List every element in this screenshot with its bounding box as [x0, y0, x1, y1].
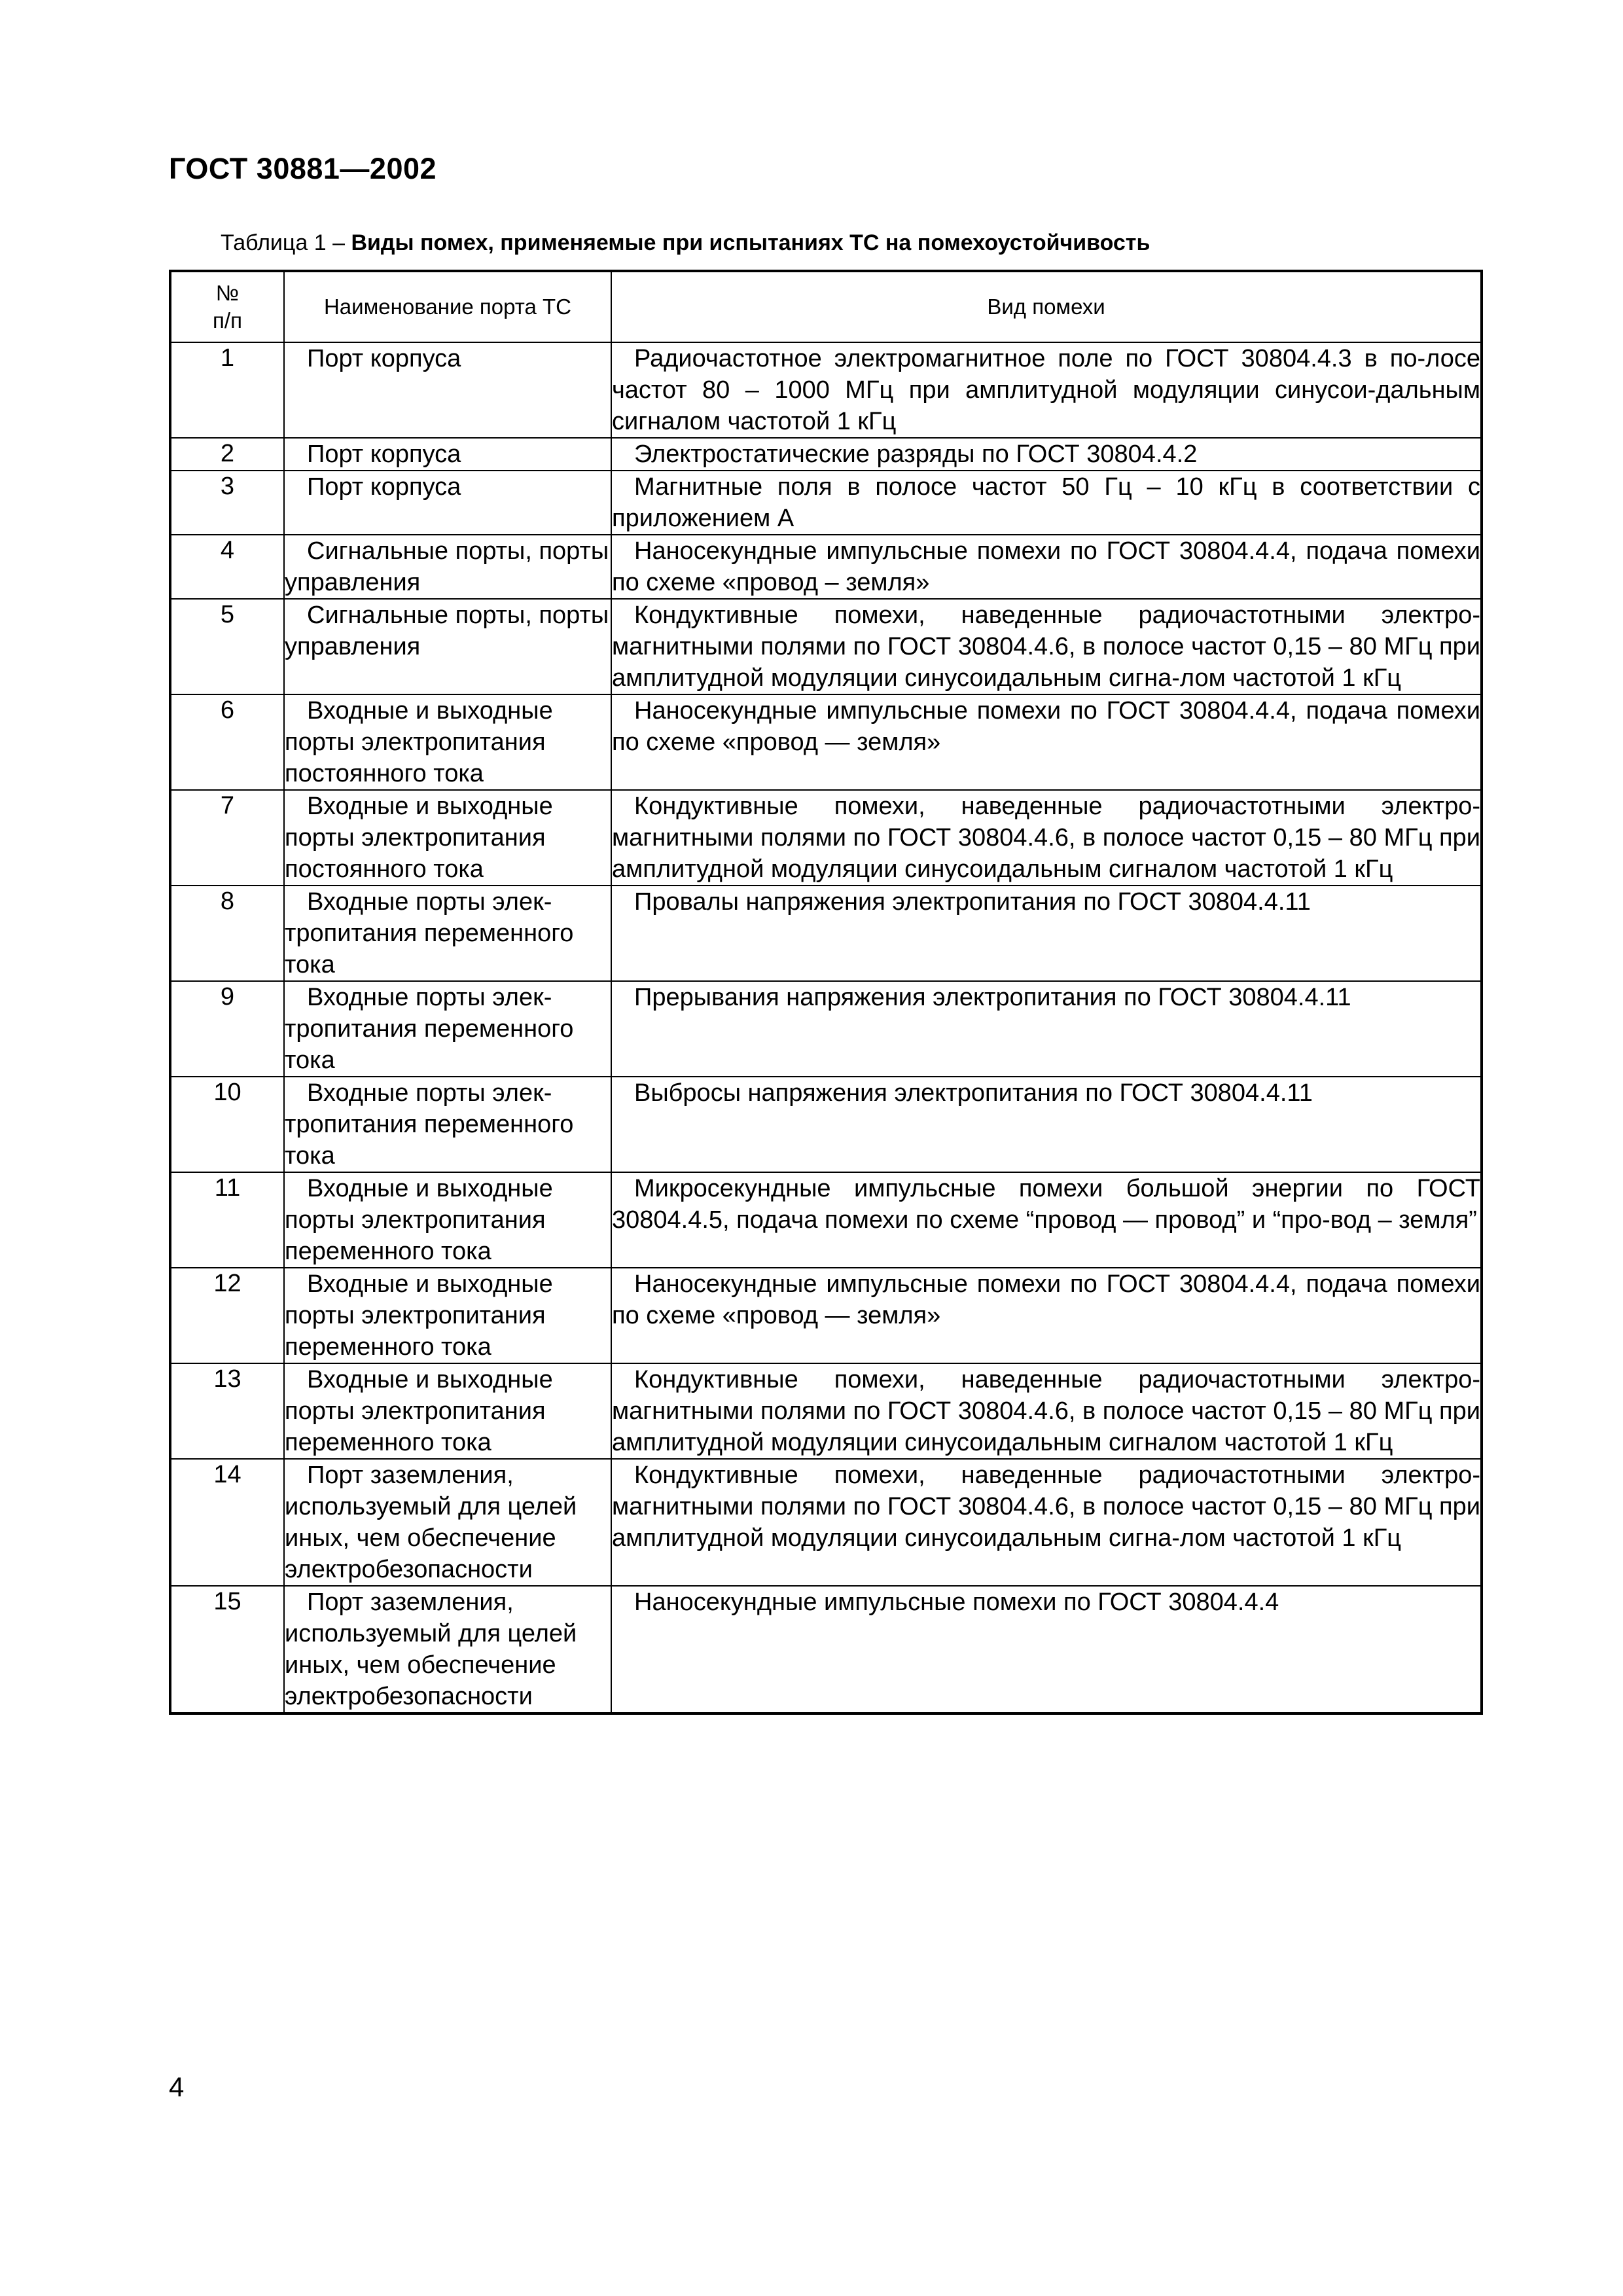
- cell-port: Порт заземления, используемый для целей иных, чем обеспечение электробезопасности: [284, 1459, 611, 1586]
- table-row: [170, 886, 1482, 981]
- cell-num: 10: [170, 1077, 284, 1172]
- cell-port: Входные порты элек-тропитания переменного тока: [284, 1077, 611, 1172]
- table-row: [170, 471, 1482, 535]
- cell-port: Порт корпуса: [284, 471, 611, 535]
- cell-type: Кондуктивные помехи, наведенные радиочастотными электро-магнитными полями по ГОСТ 30804.4.6, в полосе частот 0,15 – 80 МГц при амплитудной модуляции синусоидальным сигналом частотой 1 кГц: [611, 1363, 1482, 1459]
- cell-type: Наносекундные импульсные помехи по ГОСТ 30804.4.4, подача помехи по схеме «провод – земля»: [611, 535, 1482, 599]
- header-num-line1: №: [215, 280, 240, 305]
- cell-port: Входные порты элек-тропитания переменного тока: [284, 981, 611, 1077]
- page-number: 4: [169, 2072, 185, 2102]
- cell-port: Входные и выходные порты электропитания постоянного тока: [284, 790, 611, 886]
- cell-type: Микросекундные импульсные помехи большой энергии по ГОСТ 30804.4.5, подача помехи по схеме “провод — провод” и “про-вод – земля”: [611, 1172, 1482, 1268]
- table-row: [170, 1459, 1482, 1586]
- cell-num: 4: [170, 535, 284, 599]
- table-caption-prefix: Таблица 1 –: [221, 230, 351, 255]
- cell-type: Наносекундные импульсные помехи по ГОСТ 30804.4.4: [611, 1586, 1482, 1713]
- header-num-line2: п/п: [213, 308, 242, 332]
- cell-port: Порт корпуса: [284, 342, 611, 438]
- cell-num: 7: [170, 790, 284, 886]
- cell-type: Провалы напряжения электропитания по ГОСТ 30804.4.11: [611, 886, 1482, 981]
- table-caption: [221, 230, 1150, 256]
- cell-num: 1: [170, 342, 284, 438]
- header-port: Наименование порта ТС: [284, 271, 611, 342]
- cell-type: Магнитные поля в полосе частот 50 Гц – 10 кГц в соответствии с приложением А: [611, 471, 1482, 535]
- cell-type: Кондуктивные помехи, наведенные радиочастотными электро-магнитными полями по ГОСТ 30804.4.6, в полосе частот 0,15 – 80 МГц при амплитудной модуляции синусоидальным сигна-лом частотой 1 кГц: [611, 599, 1482, 694]
- cell-type: Радиочастотное электромагнитное поле по ГОСТ 30804.4.3 в по-лосе частот 80 – 1000 МГц при амплитудной модуляции синусои-дальным сигналом частотой 1 кГц: [611, 342, 1482, 438]
- cell-num: 14: [170, 1459, 284, 1586]
- cell-port: Входные и выходные порты электропитания переменного тока: [284, 1172, 611, 1268]
- cell-type: Наносекундные импульсные помехи по ГОСТ 30804.4.4, подача помехи по схеме «провод — земля»: [611, 1268, 1482, 1363]
- table-header-row: [170, 271, 1482, 342]
- cell-num: 3: [170, 471, 284, 535]
- cell-port: Входные и выходные порты электропитания постоянного тока: [284, 694, 611, 790]
- cell-type: Выбросы напряжения электропитания по ГОСТ 30804.4.11: [611, 1077, 1482, 1172]
- cell-num: 8: [170, 886, 284, 981]
- table-row: [170, 535, 1482, 599]
- cell-num: 12: [170, 1268, 284, 1363]
- cell-type: Кондуктивные помехи, наведенные радиочастотными электро-магнитными полями по ГОСТ 30804.4.6, в полосе частот 0,15 – 80 МГц при амплитудной модуляции синусоидальным сигна-лом частотой 1 кГц: [611, 1459, 1482, 1586]
- table-row: [170, 1363, 1482, 1459]
- document-code: ГОСТ 30881—2002: [169, 152, 437, 185]
- cell-port: Входные и выходные порты электропитания переменного тока: [284, 1363, 611, 1459]
- table-row: [170, 599, 1482, 694]
- cell-num: 6: [170, 694, 284, 790]
- table-body: [170, 342, 1482, 1713]
- table-row: [170, 1077, 1482, 1172]
- cell-port: Порт заземления, используемый для целей иных, чем обеспечение электробезопасности: [284, 1586, 611, 1713]
- cell-num: 15: [170, 1586, 284, 1713]
- header-type: Вид помехи: [611, 271, 1482, 342]
- table-caption-title: Виды помех, применяемые при испытаниях ТС на помехоустойчивость: [351, 230, 1150, 255]
- cell-num: 2: [170, 438, 284, 471]
- table-row: [170, 1586, 1482, 1713]
- cell-num: 5: [170, 599, 284, 694]
- cell-num: 11: [170, 1172, 284, 1268]
- cell-num: 9: [170, 981, 284, 1077]
- cell-type: Кондуктивные помехи, наведенные радиочастотными электро-магнитными полями по ГОСТ 30804.4.6, в полосе частот 0,15 – 80 МГц при амплитудной модуляции синусоидальным сигналом частотой 1 кГц: [611, 790, 1482, 886]
- cell-type: Прерывания напряжения электропитания по ГОСТ 30804.4.11: [611, 981, 1482, 1077]
- cell-port: Входные и выходные порты электропитания переменного тока: [284, 1268, 611, 1363]
- table-row: [170, 1268, 1482, 1363]
- cell-port: Порт корпуса: [284, 438, 611, 471]
- table-row: [170, 790, 1482, 886]
- cell-type: Наносекундные импульсные помехи по ГОСТ 30804.4.4, подача помехи по схеме «провод — земля»: [611, 694, 1482, 790]
- table-row: [170, 342, 1482, 438]
- cell-port: Сигнальные порты, порты управления: [284, 535, 611, 599]
- cell-port: Входные порты элек-тропитания переменного тока: [284, 886, 611, 981]
- table-row: [170, 694, 1482, 790]
- interference-table: [169, 270, 1483, 1715]
- cell-num: 13: [170, 1363, 284, 1459]
- cell-port: Сигнальные порты, порты управления: [284, 599, 611, 694]
- cell-type: Электростатические разряды по ГОСТ 30804.4.2: [611, 438, 1482, 471]
- table-row: [170, 1172, 1482, 1268]
- table-row: [170, 438, 1482, 471]
- header-num: [170, 271, 284, 342]
- table-row: [170, 981, 1482, 1077]
